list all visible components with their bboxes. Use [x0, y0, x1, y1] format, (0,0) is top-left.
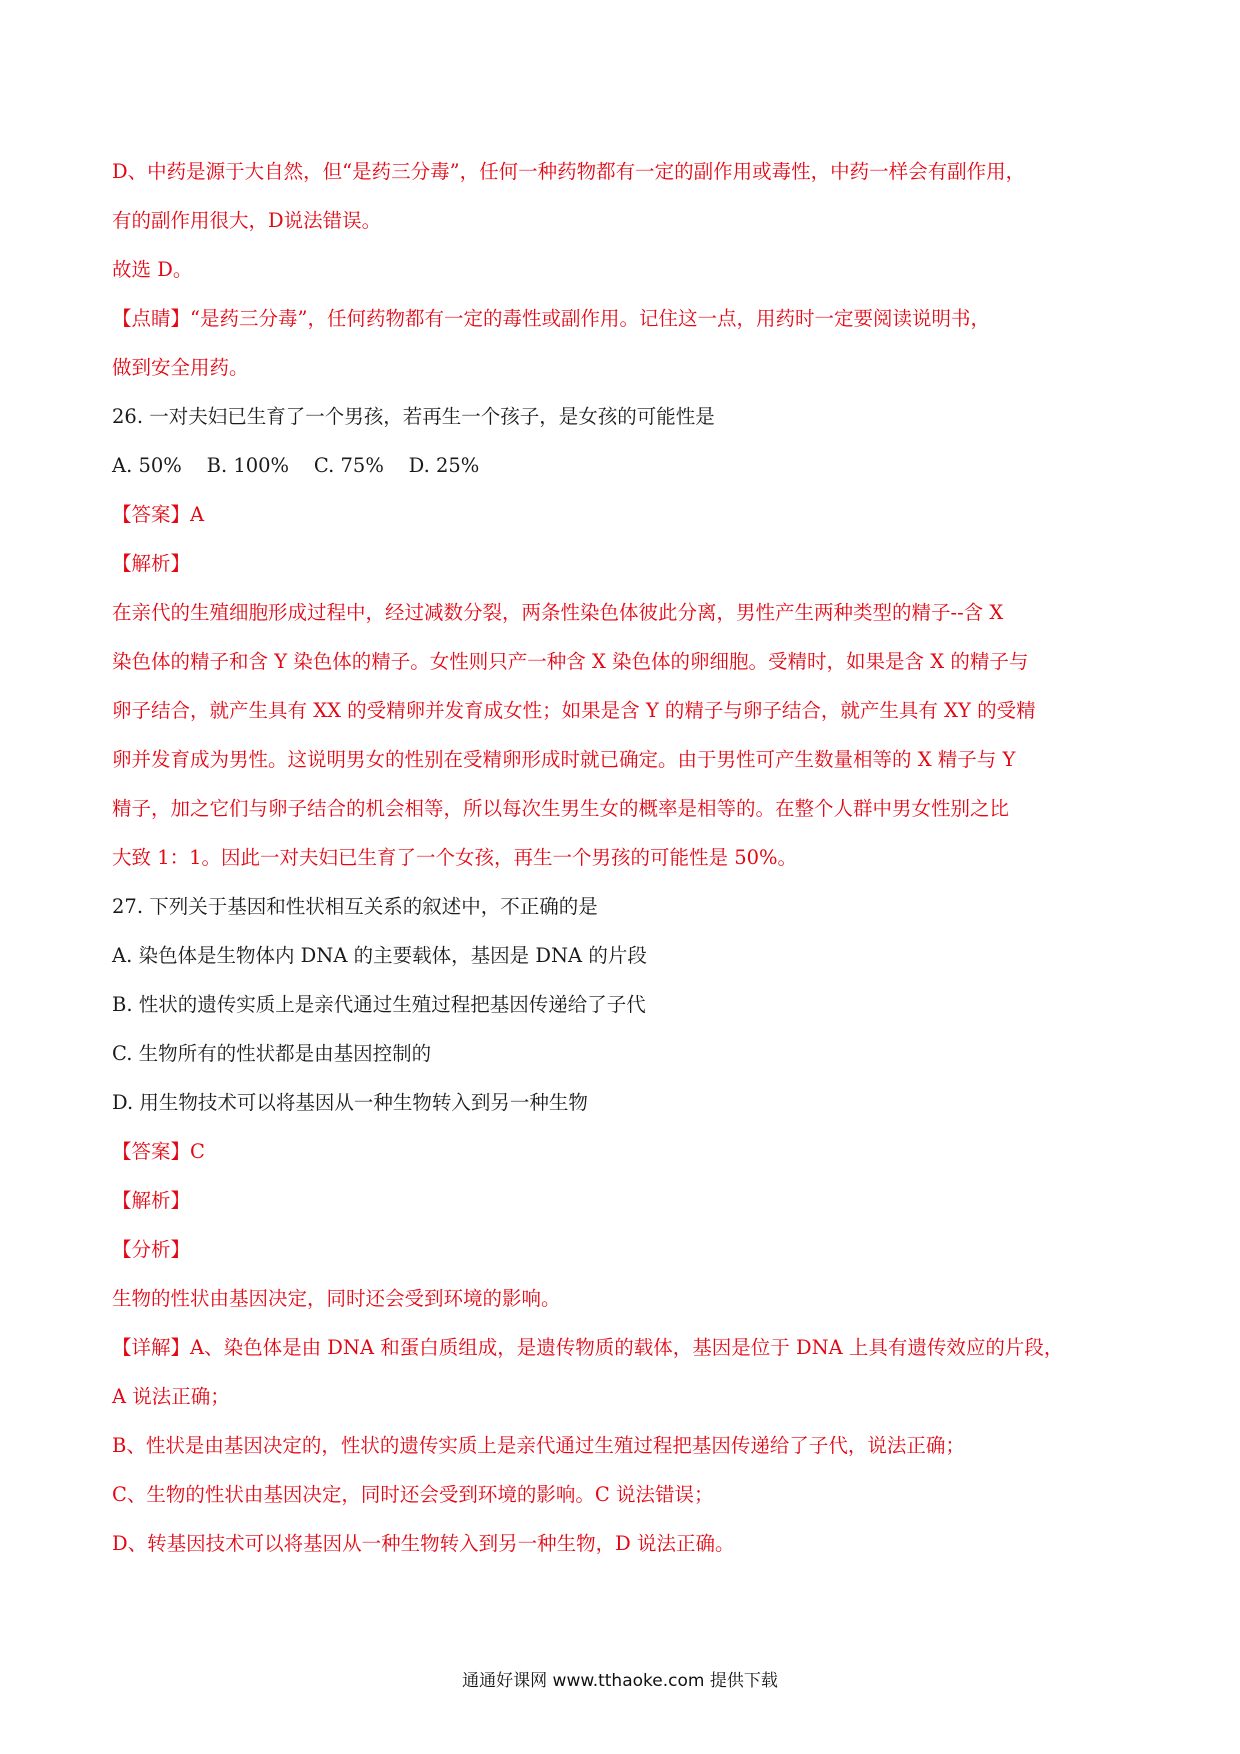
detail-heading-line: 【详解】A、染色体是由 DNA 和蛋白质组成，是遗传物质的载体，基因是位于 DNA 上具有遗传效应的片段， [112, 1336, 1064, 1359]
question-27-option-c: C. 生物所有的性状都是由基因控制的 [112, 1042, 432, 1065]
text-line: 有的副作用很大，D说法错误。 [112, 209, 382, 232]
text-line: D、转基因技术可以将基因从一种生物转入到另一种生物，D 说法正确。 [112, 1532, 735, 1555]
text-line: 精子，加之它们与卵子结合的机会相等，所以每次生男生女的概率是相等的。在整个人群中男女性别之比 [112, 797, 1010, 820]
question-27-option-d: D. 用生物技术可以将基因从一种生物转入到另一种生物 [112, 1091, 588, 1114]
text-line: 做到安全用药。 [112, 356, 249, 379]
answer-label: 【答案】A [112, 503, 205, 526]
page-footer: 通通好课网 www.tthaoke.com 提供下载 [462, 1671, 778, 1691]
question-27: 27. 下列关于基因和性状相互关系的叙述中，不正确的是 [112, 895, 598, 918]
answer-label: 【答案】C [112, 1140, 205, 1163]
text-line: C、生物的性状由基因决定，同时还会受到环境的影响。C 说法错误； [112, 1483, 714, 1506]
analysis-label: 【解析】 [112, 552, 191, 575]
text-line: D、中药是源于大自然，但“是药三分毒”，任何一种药物都有一定的副作用或毒性，中药一样会有副作用， [112, 160, 1026, 183]
text-line: 卵子结合，就产生具有 XX 的受精卵并发育成女性；如果是含 Y 的精子与卵子结合，就产生具有 XY 的受精 [112, 699, 1036, 722]
tip-heading-line: 【点睛】“是药三分毒”，任何药物都有一定的毒性或副作用。记住这一点，用药时一定要阅读说明书， [112, 307, 990, 330]
text-line: 故选 D。 [112, 258, 193, 281]
breakdown-label: 【分析】 [112, 1238, 191, 1261]
text-line: 卵并发育成为男性。这说明男女的性别在受精卵形成时就已确定。由于男性可产生数量相等的 X 精子与 Y [112, 748, 1016, 771]
question-26-options: A. 50% B. 100% C. 75% D. 25% [112, 454, 480, 477]
text-line: 染色体的精子和含 Y 染色体的精子。女性则只产一种含 X 染色体的卵细胞。受精时，如果是含 X 的精子与 [112, 650, 1029, 673]
analysis-label: 【解析】 [112, 1189, 191, 1212]
text-line: A 说法正确； [112, 1385, 230, 1408]
question-27-option-b: B. 性状的遗传实质上是亲代通过生殖过程把基因传递给了子代 [112, 993, 646, 1016]
text-line: 大致 1：1。因此一对夫妇已生育了一个女孩，再生一个男孩的可能性是 50%。 [112, 846, 798, 869]
text-line: 生物的性状由基因决定，同时还会受到环境的影响。 [112, 1287, 561, 1310]
question-27-option-a: A. 染色体是生物体内 DNA 的主要载体，基因是 DNA 的片段 [112, 944, 647, 967]
text-line: 在亲代的生殖细胞形成过程中，经过减数分裂，两条性染色体彼此分离，男性产生两种类型的精子--含 X [112, 601, 1004, 624]
question-26: 26. 一对夫妇已生育了一个男孩，若再生一个孩子，是女孩的可能性是 [112, 405, 715, 428]
text-line: B、性状是由基因决定的，性状的遗传实质上是亲代通过生殖过程把基因传递给了子代，说法正确； [112, 1434, 965, 1457]
